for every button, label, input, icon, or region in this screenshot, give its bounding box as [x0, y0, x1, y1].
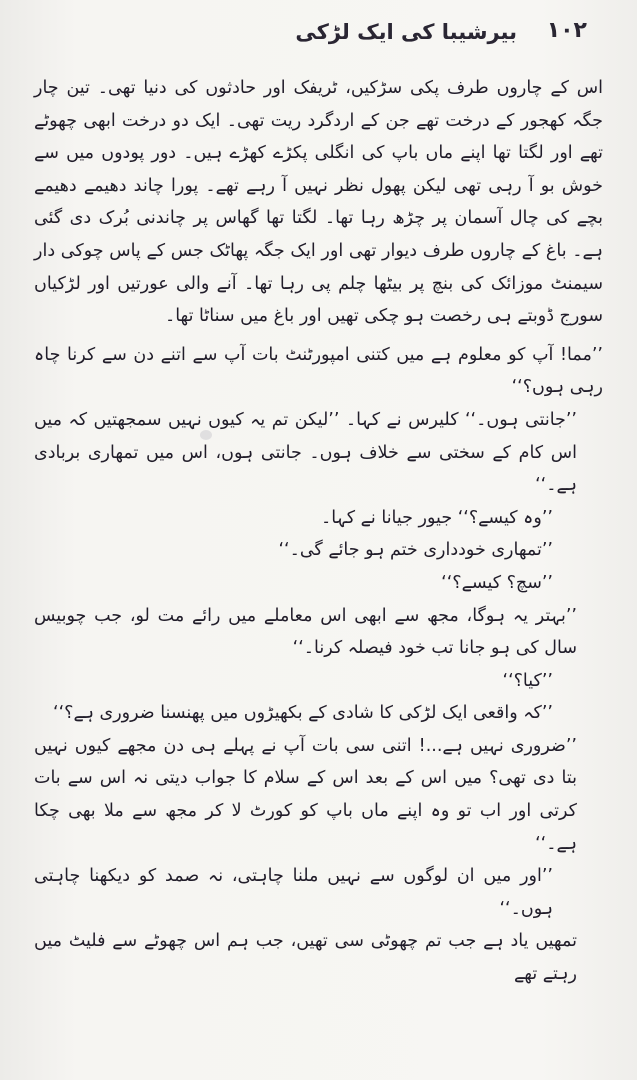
paragraph-dialogue: ’’بہتر یہ ہوگا، مجھ سے ابھی اس معاملے میں رائے مت لو، جب چوبیس سال کی ہو جانا تب خود فیصلہ کرنا۔‘‘ [34, 605, 577, 659]
paragraph-dialogue: ’’تمھاری خودداری ختم ہو جائے گی۔‘‘ [278, 540, 553, 561]
paragraph-dialogue: ’’اور میں ان لوگوں سے نہیں ملنا چاہتی، نہ صمد کو دیکھنا چاہتی ہوں۔‘‘ [34, 866, 553, 919]
page-number: ۱۰۲ [546, 18, 587, 43]
body-text [34, 72, 603, 991]
paragraph-dialogue: ’’کیا؟‘‘ [502, 670, 553, 691]
paragraph-garden-description: اس کے چاروں طرف پکی سڑکیں، ٹریفک اور حادثوں کی دنیا تھی۔ تین چار جگہ کھجور کے درخت تھے جن کے اردگرد ریت تھی۔ ایک دو درخت ابھی چھوٹے تھے اور لگتا تھا اپنے ماں باپ کی انگلی پکڑے کھڑے ہیں۔ دور پودوں میں سے خوش بو آ رہی تھی لیکن پھول نظر نہیں آ رہے تھے۔ پورا چاند دھیمے دھیمے بچے کی چال آسمان پر چڑھ رہا تھا۔ لگتا تھا گھاس پر چاندنی بُرک دی گئی ہے۔ باغ کے چاروں طرف دیوار تھی اور ایک جگہ پھاٹک جس کے پاس چوکی دار سیمنٹ موزائک کی بنچ پر بیٹھا چلم پی رہا تھا۔ آنے والی عورتیں اور لڑکیاں سورج ڈوبتے ہی رخصت ہو چکی تھیں اور باغ میں سناٹا تھا۔ [34, 78, 603, 327]
paragraph-dialogue: ’’مما! آپ کو معلوم ہے میں کتنی امپورٹنٹ بات آپ سے اتنے دن سے کرنا چاہ رہی ہوں؟‘‘ [34, 344, 603, 398]
running-title: بیرشیبا کی ایک لڑکی [295, 20, 517, 44]
paragraph-narration: تمھیں یاد ہے جب تم چھوٹی سی تھیں، جب ہم اس چھوٹے سے فلیٹ میں رہتے تھے [34, 931, 577, 985]
paragraph-dialogue: ’’جانتی ہوں۔‘‘ کلیرس نے کہا۔ ’’لیکن تم یہ کیوں نہیں سمجھتیں کہ میں اس کام کے سختی سے خلاف ہوں۔ جانتی ہوں، اس میں تمھاری بربادی ہے۔‘‘ [34, 409, 577, 496]
paragraph-dialogue: ’’وہ کیسے؟‘‘ جیور جیانا نے کہا۔ [320, 507, 553, 528]
paragraph-dialogue: ’’سچ؟ کیسے؟‘‘ [441, 572, 553, 593]
paragraph-dialogue: ’’ضروری نہیں ہے...! اتنی سی بات آپ نے پہلے ہی دن مجھے کیوں نہیں بتا دی تھی؟ میں اس کے بعد اس کے سلام کا جواب دیتی نہ اس سے بات کرتی اور اب تو وہ اپنے ماں باپ کو کورٹ لا کر مجھ سے ملا بھی چکا ہے۔‘‘ [34, 735, 577, 854]
paragraph-dialogue: ’’کہ واقعی ایک لڑکی کا شادی کے بکھیڑوں میں پھنسنا ضروری ہے؟‘‘ [53, 703, 553, 724]
page-header [0, 14, 637, 54]
